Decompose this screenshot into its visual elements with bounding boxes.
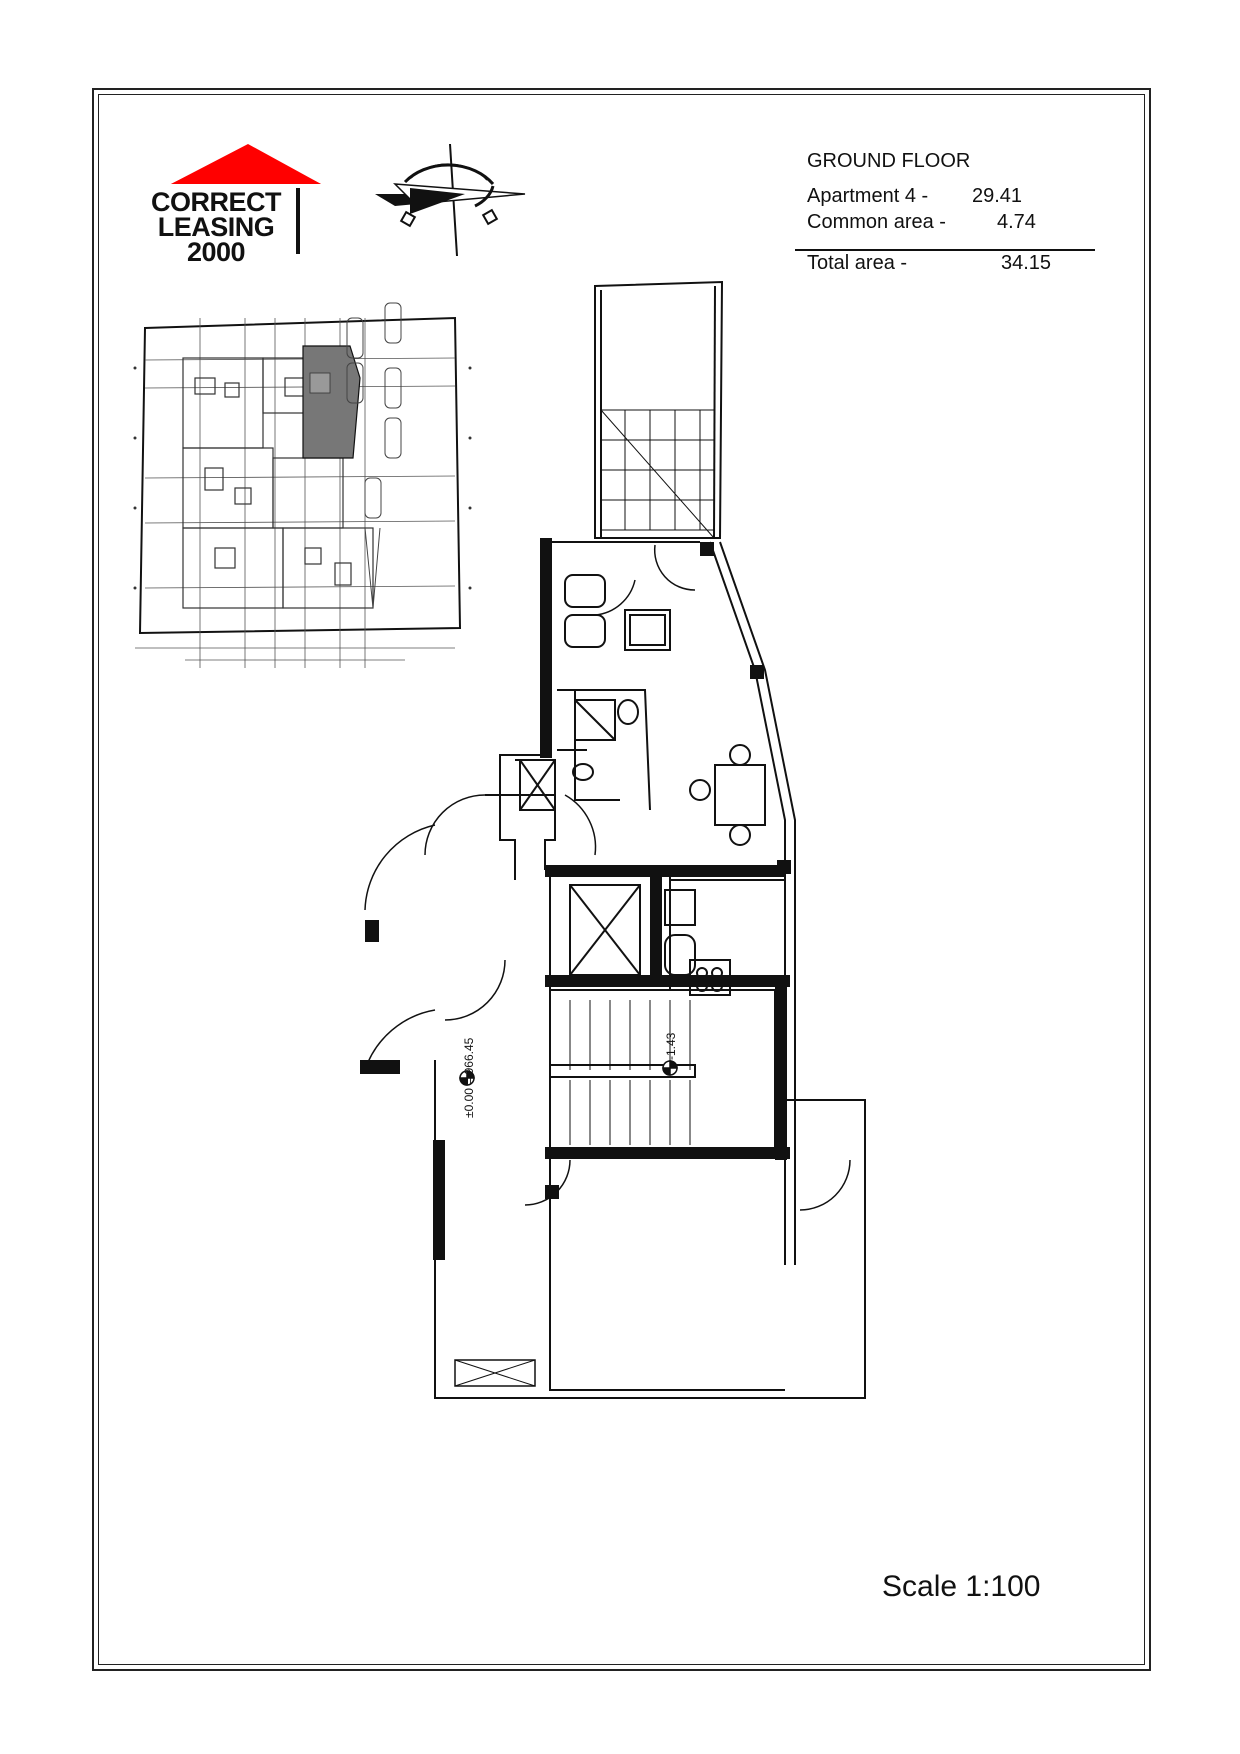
floor-plan [345, 280, 890, 1410]
north-arrow-compass-icon [375, 144, 535, 260]
main-level-label: ±0.00 = 966.45 [462, 1037, 476, 1118]
logo-bar [296, 188, 300, 254]
scale-label: Scale 1:100 [882, 1570, 1041, 1603]
logo-line-2: LEASING [157, 212, 275, 242]
company-logo [136, 144, 326, 267]
total-area-label: Total area - [807, 252, 908, 274]
total-rule [795, 249, 1095, 251]
logo-line-1: CORRECT [151, 187, 281, 217]
floor-title: GROUND FLOOR [807, 150, 971, 172]
logo-wordmark [136, 187, 296, 267]
common-area-value: 4.74 [997, 211, 1036, 233]
apartment-area-label: Apartment 4 - [807, 185, 929, 207]
logo-line-3: 2000 [186, 237, 246, 267]
common-area-label: Common area - [807, 211, 946, 233]
total-area-value: 34.15 [1001, 252, 1052, 274]
apartment-area-value: 29.41 [972, 185, 1023, 207]
stair-level-label: -1.43 [664, 1032, 678, 1060]
